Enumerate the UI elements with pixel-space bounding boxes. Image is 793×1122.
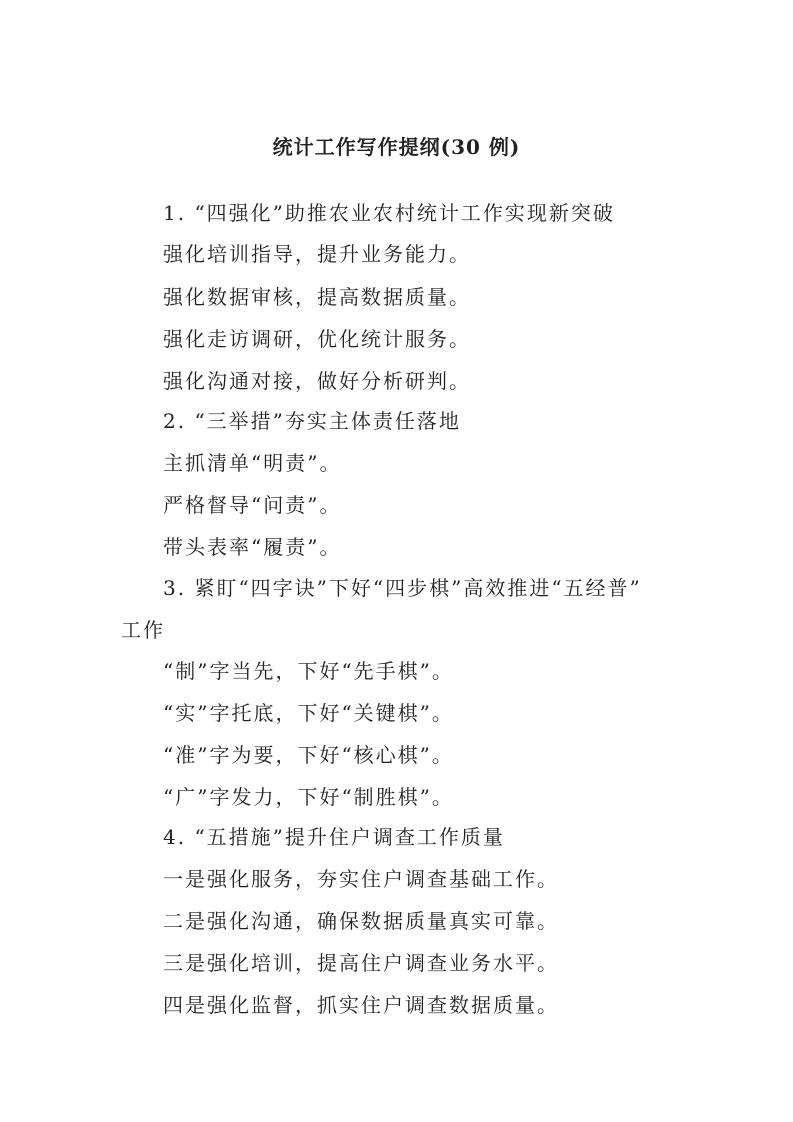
document-title: 统计工作写作提纲(30 例): [272, 135, 521, 159]
document-page: 统计工作写作提纲(30 例) 1. “四强化”助推农业农村统计工作实现新突破 强化培训指导，提升业务能力。 强化数据审核，提高数据质量。 强化走访调研，优化统计服务。 强化沟通对接，做好分析研判。 2. “三举措”夯实主体责任落地 主抓清单“明责”。 严格督导“问责”。 带头表率“履责”。 3. 紧盯“四字诀”下好“四步棋”高效推进“五经普” 工作 “制”字当先，下好“先手棋”。 “实”字托底，下好“关键棋”。 “准”字为要，下好“核心棋”。 “广”字发力，下好“制胜棋”。 4. “五措施”提升住户调查工作质量 一是强化服务，夯实住户调查基础工作。 二是强化沟通，确保数据质量真实可靠。 三是强化培训，提高住户调查业务水平。 四是强化监督，抓实住户调查数据质量。: [0, 0, 793, 1122]
